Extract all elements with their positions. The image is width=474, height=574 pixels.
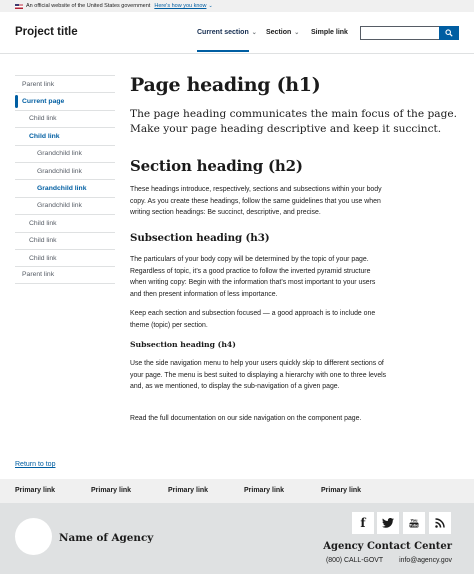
chevron-down-icon: ⌄ — [294, 30, 300, 36]
return-to-top-link[interactable]: Return to top — [15, 461, 56, 468]
gov-banner — [0, 0, 474, 12]
facebook-icon: f — [360, 516, 366, 530]
subsection-heading-h3: Subsection heading (h3) — [130, 232, 270, 244]
footer-primary-link[interactable]: Primary link — [168, 487, 209, 494]
agency-logo — [15, 518, 52, 555]
facebook-button[interactable] — [352, 512, 374, 534]
contact-phone-link[interactable]: (800) CALL-GOVT — [326, 557, 384, 564]
contact-email-link[interactable]: info@agency.gov — [399, 557, 452, 564]
svg-text:You: You — [410, 518, 418, 523]
sidenav-child-link[interactable]: Child link — [15, 110, 115, 127]
sidenav-parent-link[interactable]: Parent link — [15, 75, 115, 92]
footer-primary-link[interactable]: Primary link — [15, 487, 56, 494]
chevron-down-icon: ⌄ — [251, 30, 257, 36]
rss-button[interactable] — [429, 512, 451, 534]
sidenav-child-link[interactable]: Child link — [15, 214, 115, 231]
sidenav-grandchild-link[interactable]: Grandchild link — [15, 162, 115, 179]
site-header — [0, 12, 474, 54]
body-paragraph: The particulars of your body copy will be determined by the topic of your page. Regardless of topic, it’s a good practice to follow the inverted pyramid structure when writing copy: Begin with the information that’s most important to your users and then present information of less importance. — [130, 256, 376, 298]
sidenav-current-page[interactable]: Current page — [15, 92, 115, 109]
subsection-heading-h4: Subsection heading (h4) — [130, 340, 236, 349]
page-heading: Page heading (h1) — [130, 74, 321, 96]
body-paragraph: Use the side navigation menu to help your users quickly skip to different sections of your page. The menu is best suited to displaying a hierarchy with one to three levels and, as we mentioned, to display the sub-navigation of a given page. — [130, 360, 387, 390]
twitter-icon — [382, 518, 394, 528]
svg-text:Tube: Tube — [409, 523, 419, 528]
search-input[interactable] — [360, 26, 440, 40]
sidenav-grandchild-link-current[interactable]: Grandchild link — [15, 179, 115, 196]
sidenav-parent-link[interactable]: Parent link — [15, 266, 115, 283]
youtube-icon — [408, 517, 420, 529]
sidenav-child-link[interactable]: Child link — [15, 232, 115, 249]
sidenav-child-link[interactable]: Child link — [15, 249, 115, 266]
side-navigation — [15, 75, 115, 284]
sidenav-grandchild-link[interactable]: Grandchild link — [15, 197, 115, 214]
footer-primary-link[interactable]: Primary link — [321, 487, 362, 494]
banner-how-you-know-link[interactable]: Here's how you know — [154, 3, 207, 9]
section-heading: Section heading (h2) — [130, 157, 303, 175]
us-flag-icon — [15, 4, 23, 9]
footer-primary-section — [0, 479, 474, 503]
youtube-button[interactable] — [403, 512, 425, 534]
chevron-down-icon[interactable]: ⌄ — [208, 3, 213, 9]
agency-name: Name of Agency — [59, 532, 154, 544]
nav-section[interactable] — [266, 29, 299, 36]
nav-label: Section — [266, 29, 292, 36]
search-button[interactable] — [439, 26, 459, 40]
rss-icon — [435, 518, 445, 528]
nav-current-section[interactable] — [197, 29, 257, 36]
footer-primary-link[interactable]: Primary link — [91, 487, 132, 494]
sidenav-child-link-current[interactable]: Child link — [15, 127, 115, 144]
project-title[interactable]: Project title — [15, 26, 78, 38]
twitter-button[interactable] — [377, 512, 399, 534]
nav-simple-link[interactable] — [311, 29, 348, 36]
contact-center-heading: Agency Contact Center — [323, 541, 452, 552]
body-paragraph: These headings introduce, respectively, sections and subsections within your body copy. As you create these headings, follow the same guidelines that you use when writing section headings: Be succinct, descriptive, and precise. — [130, 186, 382, 216]
nav-current-indicator — [197, 50, 249, 52]
footer-primary-link[interactable]: Primary link — [244, 487, 285, 494]
body-paragraph: Read the full documentation on our side navigation on the component page. — [130, 415, 362, 422]
lead-paragraph: The page heading communicates the main focus of the page. Make your page heading descriptive and keep it succinct. — [130, 108, 458, 135]
footer-secondary-section — [0, 503, 474, 574]
nav-label: Simple link — [311, 29, 348, 36]
nav-label: Current section — [197, 29, 249, 36]
search-icon — [445, 29, 453, 37]
body-paragraph: Keep each section and subsection focused — a good approach is to include one theme (topic) per section. — [130, 310, 376, 329]
sidenav-grandchild-link[interactable]: Grandchild link — [15, 145, 115, 162]
banner-text: An official website of the United States government — [26, 3, 151, 9]
